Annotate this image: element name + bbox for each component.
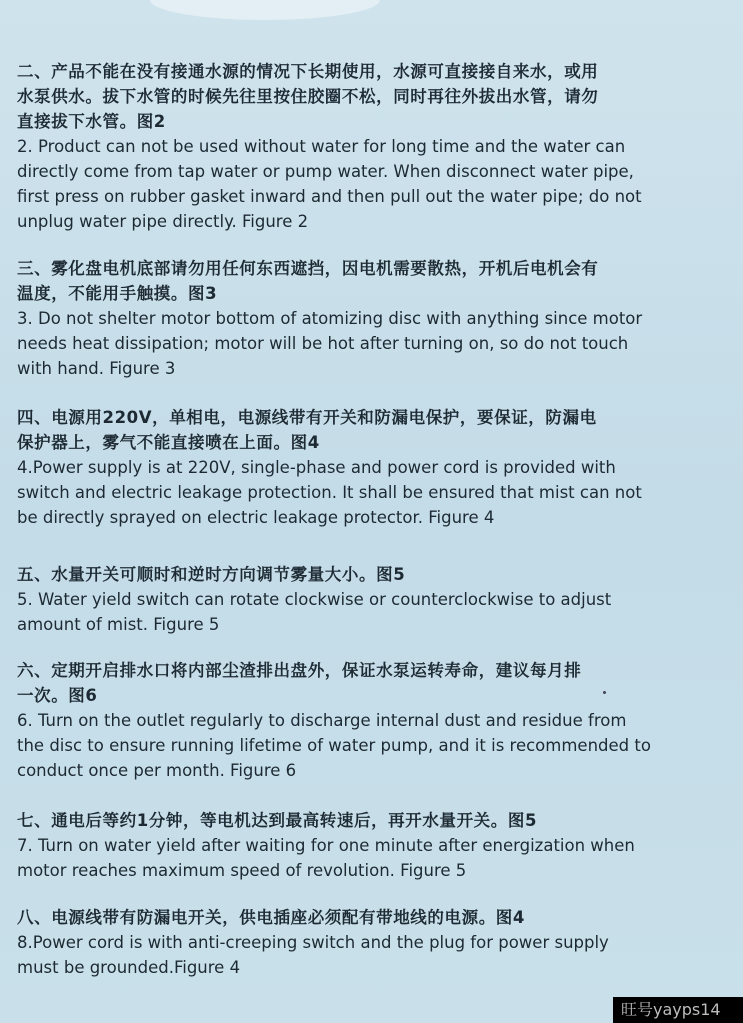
section-4-zh-line-1: 四、电源用220V，单相电，电源线带有开关和防漏电保护，要保证，防漏电 [17,408,597,427]
section-7-en-line-2: motor reaches maximum speed of revolution. Figure 5 [17,861,467,880]
section-5-zh-line-1: 五、水量开关可顺时和逆时方向调节雾量大小。图5 [17,565,406,584]
section-3-zh-line-2: 温度，不能用手触摸。图3 [17,284,218,303]
section-2-zh-line-1: 二、产品不能在没有接通水源的情况下长期使用，水源可直接接自来水，或用 [17,62,599,81]
section-4-zh-line-2: 保护器上，雾气不能直接喷在上面。图4 [17,433,320,452]
section-3-en-line-1: 3. Do not shelter motor bottom of atomizing disc with anything since motor [17,309,643,328]
section-5 [17,562,729,637]
section-2-en-line-4: unplug water pipe directly. Figure 2 [17,212,309,231]
section-2 [17,59,729,234]
section-6-zh-line-1: 六、定期开启排水口将内部尘渣排出盘外，保证水泵运转寿命，建议每月排 [17,661,582,680]
section-2-en-line-3: first press on rubber gasket inward and then pull out the water pipe; do not [17,187,642,206]
section-3 [17,256,729,381]
section-6-zh-line-2: 一次。图6 [17,686,98,705]
section-3-en-line-2: needs heat dissipation; motor will be hot after turning on, so do not touch [17,334,629,353]
watermark-label: 旺号yayps14 [613,997,743,1023]
section-2-zh-line-2: 水泵供水。拔下水管的时候先往里按住胶圈不松，同时再往外拔出水管，请勿 [17,87,599,106]
section-7 [17,808,729,883]
section-4 [17,405,729,530]
section-3-en-line-3: with hand. Figure 3 [17,359,176,378]
section-6-en-line-2: the disc to ensure running lifetime of water pump, and it is recommended to [17,736,651,755]
section-4-en-line-1: 4.Power supply is at 220V, single-phase and power cord is provided with [17,458,616,477]
section-6 [17,658,729,783]
ink-speck [603,691,606,694]
section-5-en-line-2: amount of mist. Figure 5 [17,615,220,634]
section-6-en-line-3: conduct once per month. Figure 6 [17,761,297,780]
section-5-en-line-1: 5. Water yield switch can rotate clockwise or counterclockwise to adjust [17,590,612,609]
section-7-zh-line-1: 七、通电后等约1分钟，等电机达到最高转速后，再开水量开关。图5 [17,811,538,830]
section-8-en-line-1: 8.Power cord is with anti-creeping switch and the plug for power supply [17,933,609,952]
section-8 [17,905,729,980]
section-4-en-line-3: be directly sprayed on electric leakage protector. Figure 4 [17,508,495,527]
section-3-zh-line-1: 三、雾化盘电机底部请勿用任何东西遮挡，因电机需要散热，开机后电机会有 [17,259,599,278]
section-8-en-line-2: must be grounded.Figure 4 [17,958,241,977]
section-7-en-line-1: 7. Turn on water yield after waiting for one minute after energization when [17,836,635,855]
section-2-en-line-2: directly come from tap water or pump water. When disconnect water pipe, [17,162,634,181]
section-4-en-line-2: switch and electric leakage protection. It shall be ensured that mist can not [17,483,642,502]
section-8-zh-line-1: 八、电源线带有防漏电开关，供电插座必须配有带地线的电源。图4 [17,908,525,927]
section-6-en-line-1: 6. Turn on the outlet regularly to discharge internal dust and residue from [17,711,627,730]
paper-blot [150,0,380,20]
section-2-zh-line-3: 直接拔下水管。图2 [17,112,166,131]
section-2-en-line-1: 2. Product can not be used without water for long time and the water can [17,137,626,156]
